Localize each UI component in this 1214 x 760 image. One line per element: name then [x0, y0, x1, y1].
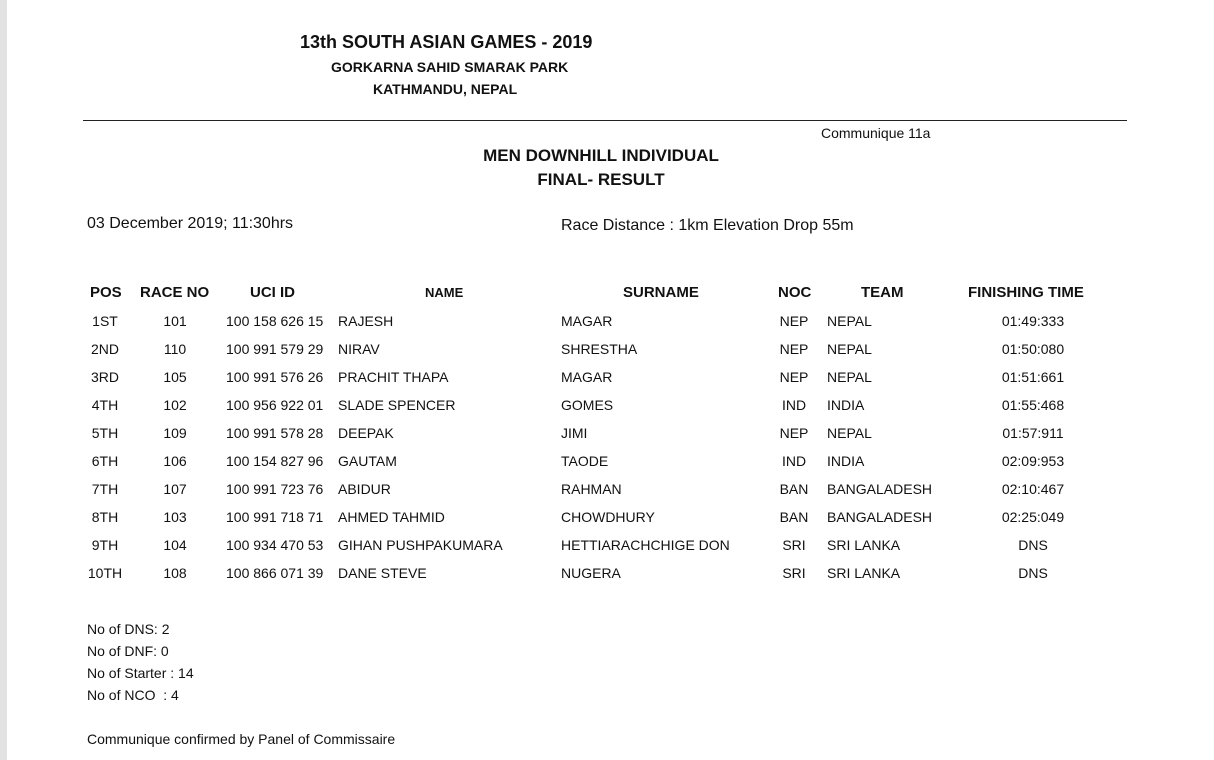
event-subtitle: FINAL- RESULT — [537, 170, 665, 189]
table-row — [0, 476, 1214, 504]
cell-team: SRI LANKA — [827, 537, 901, 553]
cell-surname: JIMI — [561, 425, 588, 441]
table-row — [0, 448, 1214, 476]
cell-finishing-time: DNS — [1018, 537, 1048, 553]
cell-finishing-time: 02:09:953 — [1001, 453, 1065, 469]
cell-noc: IND — [781, 397, 807, 413]
communique-number: Communique 11a — [821, 125, 931, 141]
cell-team: SRI LANKA — [827, 565, 901, 581]
cell-noc: SRI — [782, 537, 806, 553]
event-title: MEN DOWNHILL INDIVIDUAL — [483, 146, 719, 165]
cell-race-no: 104 — [163, 537, 187, 553]
table-row — [0, 364, 1214, 392]
cell-finishing-time: 02:25:049 — [1001, 509, 1065, 525]
cell-team: INDIA — [827, 397, 865, 413]
header-surname: SURNAME — [623, 284, 699, 301]
cell-race-no: 107 — [163, 481, 187, 497]
cell-pos: 9TH — [91, 537, 119, 553]
cell-finishing-time: 01:51:661 — [1001, 369, 1065, 385]
summary-nco: No of NCO : 4 — [87, 687, 179, 703]
cell-race-no: 108 — [163, 565, 187, 581]
cell-name: NIRAV — [338, 341, 380, 357]
cell-race-no: 105 — [163, 369, 187, 385]
cell-pos: 4TH — [91, 397, 119, 413]
cell-uci-id: 100 991 723 76 — [226, 481, 324, 497]
header-uci-id: UCI ID — [250, 284, 295, 301]
cell-surname: SHRESTHA — [561, 341, 638, 357]
cell-name: RAJESH — [338, 313, 394, 329]
venue-name: GORKARNA SAHID SMARAK PARK — [331, 59, 569, 75]
cell-uci-id: 100 934 470 53 — [226, 537, 324, 553]
cell-uci-id: 100 991 578 28 — [226, 425, 324, 441]
cell-finishing-time: 01:57:911 — [1002, 425, 1064, 441]
cell-team: NEPAL — [827, 425, 872, 441]
cell-noc: NEP — [779, 425, 809, 441]
cell-surname: MAGAR — [561, 313, 613, 329]
cell-pos: 10TH — [87, 565, 123, 581]
cell-uci-id: 100 158 626 15 — [226, 313, 324, 329]
cell-surname: NUGERA — [561, 565, 621, 581]
cell-noc: NEP — [779, 369, 809, 385]
table-row — [0, 532, 1214, 560]
venue-location: KATHMANDU, NEPAL — [373, 81, 518, 97]
cell-surname: GOMES — [561, 397, 614, 413]
cell-race-no: 102 — [163, 397, 187, 413]
summary-starter: No of Starter : 14 — [87, 665, 194, 681]
cell-surname: RAHMAN — [561, 481, 622, 497]
cell-uci-id: 100 991 576 26 — [226, 369, 324, 385]
cell-surname: CHOWDHURY — [561, 509, 655, 525]
cell-uci-id: 100 991 579 29 — [226, 341, 324, 357]
race-distance: Race Distance : 1km Elevation Drop 55m — [561, 217, 854, 234]
header-pos: POS — [90, 284, 122, 301]
header-team: TEAM — [861, 284, 904, 301]
cell-finishing-time: 02:10:467 — [1001, 481, 1065, 497]
cell-finishing-time: 01:49:333 — [1001, 313, 1065, 329]
cell-pos: 6TH — [91, 453, 119, 469]
cell-uci-id: 100 991 718 71 — [226, 509, 324, 525]
cell-name: GIHAN PUSHPAKUMARA — [338, 537, 503, 553]
cell-finishing-time: 01:50:080 — [1001, 341, 1065, 357]
cell-team: NEPAL — [827, 313, 872, 329]
cell-noc: IND — [781, 453, 807, 469]
cell-pos: 1ST — [92, 313, 118, 329]
cell-race-no: 106 — [163, 453, 187, 469]
header-race-no: RACE NO — [140, 284, 210, 301]
cell-race-no: 109 — [163, 425, 187, 441]
header-divider — [83, 120, 1127, 121]
confirmation-note: Communique confirmed by Panel of Commissaire — [87, 731, 396, 747]
cell-noc: BAN — [779, 481, 809, 497]
cell-race-no: 101 — [163, 313, 187, 329]
cell-surname: HETTIARACHCHIGE DON — [561, 537, 730, 553]
cell-pos: 8TH — [91, 509, 119, 525]
cell-pos: 3RD — [90, 369, 119, 385]
cell-name: SLADE SPENCER — [338, 397, 456, 413]
cell-noc: BAN — [779, 509, 809, 525]
cell-name: DEEPAK — [338, 425, 394, 441]
cell-team: BANGALADESH — [827, 481, 933, 497]
summary-dnf: No of DNF: 0 — [87, 643, 169, 659]
cell-race-no: 103 — [163, 509, 187, 525]
header-name: NAME — [425, 285, 464, 300]
cell-pos: 5TH — [91, 425, 119, 441]
table-row — [0, 336, 1214, 364]
table-row — [0, 420, 1214, 448]
cell-team: NEPAL — [827, 341, 872, 357]
cell-name: PRACHIT THAPA — [338, 369, 449, 385]
cell-team: BANGALADESH — [827, 509, 933, 525]
table-row — [0, 560, 1214, 588]
summary-dns: No of DNS: 2 — [87, 621, 170, 637]
event-date-time: 03 December 2019; 11:30hrs — [87, 215, 294, 232]
table-row — [0, 504, 1214, 532]
cell-team: NEPAL — [827, 369, 872, 385]
games-title: 13th SOUTH ASIAN GAMES - 2019 — [300, 32, 593, 52]
cell-uci-id: 100 866 071 39 — [226, 565, 324, 581]
cell-name: ABIDUR — [338, 481, 391, 497]
cell-surname: TAODE — [561, 453, 609, 469]
cell-uci-id: 100 154 827 96 — [226, 453, 324, 469]
cell-name: AHMED TAHMID — [338, 509, 445, 525]
header-noc: NOC — [778, 284, 812, 301]
cell-name: DANE STEVE — [338, 565, 427, 581]
cell-finishing-time: DNS — [1018, 565, 1048, 581]
table-row — [0, 392, 1214, 420]
cell-noc: NEP — [779, 341, 809, 357]
cell-team: INDIA — [827, 453, 865, 469]
cell-pos: 2ND — [90, 341, 119, 357]
cell-surname: MAGAR — [561, 369, 613, 385]
cell-noc: NEP — [779, 313, 809, 329]
cell-name: GAUTAM — [338, 453, 397, 469]
cell-noc: SRI — [782, 565, 806, 581]
cell-uci-id: 100 956 922 01 — [226, 397, 324, 413]
cell-race-no: 110 — [163, 341, 187, 357]
table-row — [0, 308, 1214, 336]
header-finishing-time: FINISHING TIME — [968, 284, 1084, 301]
cell-finishing-time: 01:55:468 — [1001, 397, 1065, 413]
cell-pos: 7TH — [91, 481, 119, 497]
